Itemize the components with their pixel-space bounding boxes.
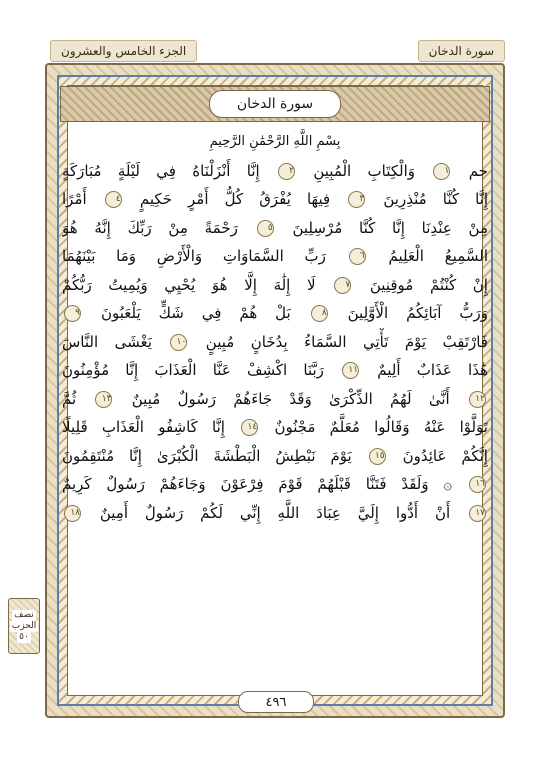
verse-text: إِنَّكُمْ عَائِدُونَ bbox=[402, 446, 488, 465]
verse-text: هَٰذَا عَذَابٌ أَلِيمٌ bbox=[377, 361, 488, 379]
ayah-number-marker: ٤ bbox=[105, 191, 122, 208]
ayah-number-marker: ٧ bbox=[334, 277, 351, 294]
verse-text: رَبِّ السَّمَاوَاتِ وَالْأَرْضِ وَمَا بَيْنَهُمَا bbox=[62, 247, 326, 265]
hizb-marker-line: نصف bbox=[14, 609, 34, 620]
text-line bbox=[62, 356, 488, 385]
text-line bbox=[62, 328, 488, 357]
hizb-marker-line: ٥٠ bbox=[19, 631, 29, 642]
ayah-number-marker: ١١ bbox=[342, 362, 359, 379]
text-line bbox=[62, 299, 488, 328]
juz-name-header: الجزء الخامس والعشرون bbox=[50, 40, 197, 62]
ayah-number-marker: ١٦ bbox=[469, 476, 486, 493]
verse-text: ۞ وَلَقَدْ فَتَنَّا قَبْلَهُمْ قَوْمَ فِرْعَوْنَ وَجَاءَهُمْ رَسُولٌ كَرِيمٌ bbox=[62, 475, 453, 493]
verse-text: رَحْمَةً مِنْ رَبِّكَ إِنَّهُ هُوَ bbox=[62, 218, 238, 237]
text-line bbox=[62, 499, 488, 528]
text-line bbox=[62, 185, 488, 214]
verse-text: السَّمِيعُ الْعَلِيمُ bbox=[388, 247, 488, 265]
text-line bbox=[62, 271, 488, 300]
verse-text: يَوْمَ نَبْطِشُ الْبَطْشَةَ الْكُبْرَىٰ إِنَّا مُنْتَقِمُونَ bbox=[62, 446, 352, 465]
verse-text: بَلْ هُمْ فِي شَكٍّ يَلْعَبُونَ bbox=[100, 304, 291, 322]
text-line bbox=[62, 214, 488, 243]
verse-text: فِيهَا يُفْرَقُ كُلُّ أَمْرٍ حَكِيمٍ bbox=[139, 190, 331, 208]
verse-text: تَوَلَّوْا عَنْهُ وَقَالُوا مُعَلَّمٌ مَجْنُونٌ bbox=[274, 418, 488, 436]
text-line bbox=[62, 157, 488, 186]
ayah-number-marker: ٥ bbox=[257, 220, 274, 237]
ayah-number-marker: ١ bbox=[433, 163, 450, 180]
ayah-number-marker: ١٣ bbox=[95, 391, 112, 408]
verse-text: رَبَّنَا اكْشِفْ عَنَّا الْعَذَابَ إِنَّا مُؤْمِنُونَ bbox=[62, 361, 324, 379]
ayah-number-marker: ١٨ bbox=[64, 505, 81, 522]
ayah-number-marker: ٣ bbox=[348, 191, 365, 208]
ayah-number-marker: ١٠ bbox=[170, 334, 187, 351]
hizb-marker-line: الحزب bbox=[11, 620, 37, 631]
page-number: ٤٩٦ bbox=[238, 691, 314, 713]
verse-text: لَا إِلَٰهَ إِلَّا هُوَ يُحْيِي وَيُمِيتُ رَبُّكُمْ bbox=[62, 275, 316, 294]
ayah-number-marker: ١٧ bbox=[469, 505, 486, 522]
surah-name-header: سورة الدخان bbox=[418, 40, 505, 62]
ayah-number-marker: ١٤ bbox=[241, 419, 258, 436]
text-line bbox=[62, 470, 488, 499]
verse-text: إِنْ كُنْتُمْ مُوقِنِينَ bbox=[369, 275, 488, 294]
surah-title-banner bbox=[60, 86, 490, 122]
verse-text: مِنْ عِنْدِنَا إِنَّا كُنَّا مُرْسِلِينَ bbox=[292, 218, 488, 237]
ayah-number-marker: ١٢ bbox=[469, 391, 486, 408]
verse-text: أَنْ أَدُّوا إِلَيَّ عِبَادَ اللَّهِ إِنِّي لَكُمْ رَسُولٌ أَمِينٌ bbox=[99, 503, 451, 522]
ayah-number-marker: ١٥ bbox=[369, 448, 386, 465]
verse-text: حم bbox=[468, 161, 488, 180]
text-line bbox=[62, 385, 488, 414]
verse-text: أَمْرًا bbox=[62, 190, 87, 208]
text-line bbox=[62, 413, 488, 442]
verse-text: يَغْشَى النَّاسَ bbox=[62, 332, 152, 351]
verse-text: ثُمَّ bbox=[62, 389, 77, 408]
text-line bbox=[62, 242, 488, 271]
verse-text: فَارْتَقِبْ يَوْمَ تَأْتِي السَّمَاءُ بِدُخَانٍ مُبِينٍ bbox=[205, 332, 488, 351]
verse-text: إِنَّا كُنَّا مُنْذِرِينَ bbox=[383, 190, 488, 208]
verse-text: وَرَبُّ آبَائِكُمُ الْأَوَّلِينَ bbox=[347, 304, 488, 322]
verse-text: أَنَّىٰ لَهُمُ الذِّكْرَىٰ وَقَدْ جَاءَهُمْ رَسُولٌ مُبِينٌ bbox=[131, 389, 450, 408]
surah-title: سورة الدخان bbox=[209, 90, 341, 118]
verse-text: إِنَّا كَاشِفُو الْعَذَابِ قَلِيلًا bbox=[62, 418, 225, 436]
text-line bbox=[62, 442, 488, 471]
ayah-number-marker: ٦ bbox=[349, 248, 366, 265]
hizb-marker bbox=[8, 598, 40, 654]
ayah-number-marker: ٩ bbox=[64, 305, 81, 322]
ayah-number-marker: ٢ bbox=[278, 163, 295, 180]
verse-text: وَالْكِتَابِ الْمُبِينِ bbox=[313, 161, 416, 180]
page-header bbox=[50, 40, 505, 62]
verse-text: إِنَّا أَنْزَلْنَاهُ فِي لَيْلَةٍ مُبَارَكَةٍ bbox=[62, 161, 260, 180]
ayah-number-marker: ٨ bbox=[311, 305, 328, 322]
basmala: بِسْمِ اللَّهِ الرَّحْمَٰنِ الرَّحِيمِ bbox=[209, 134, 341, 149]
quran-text bbox=[62, 128, 488, 676]
